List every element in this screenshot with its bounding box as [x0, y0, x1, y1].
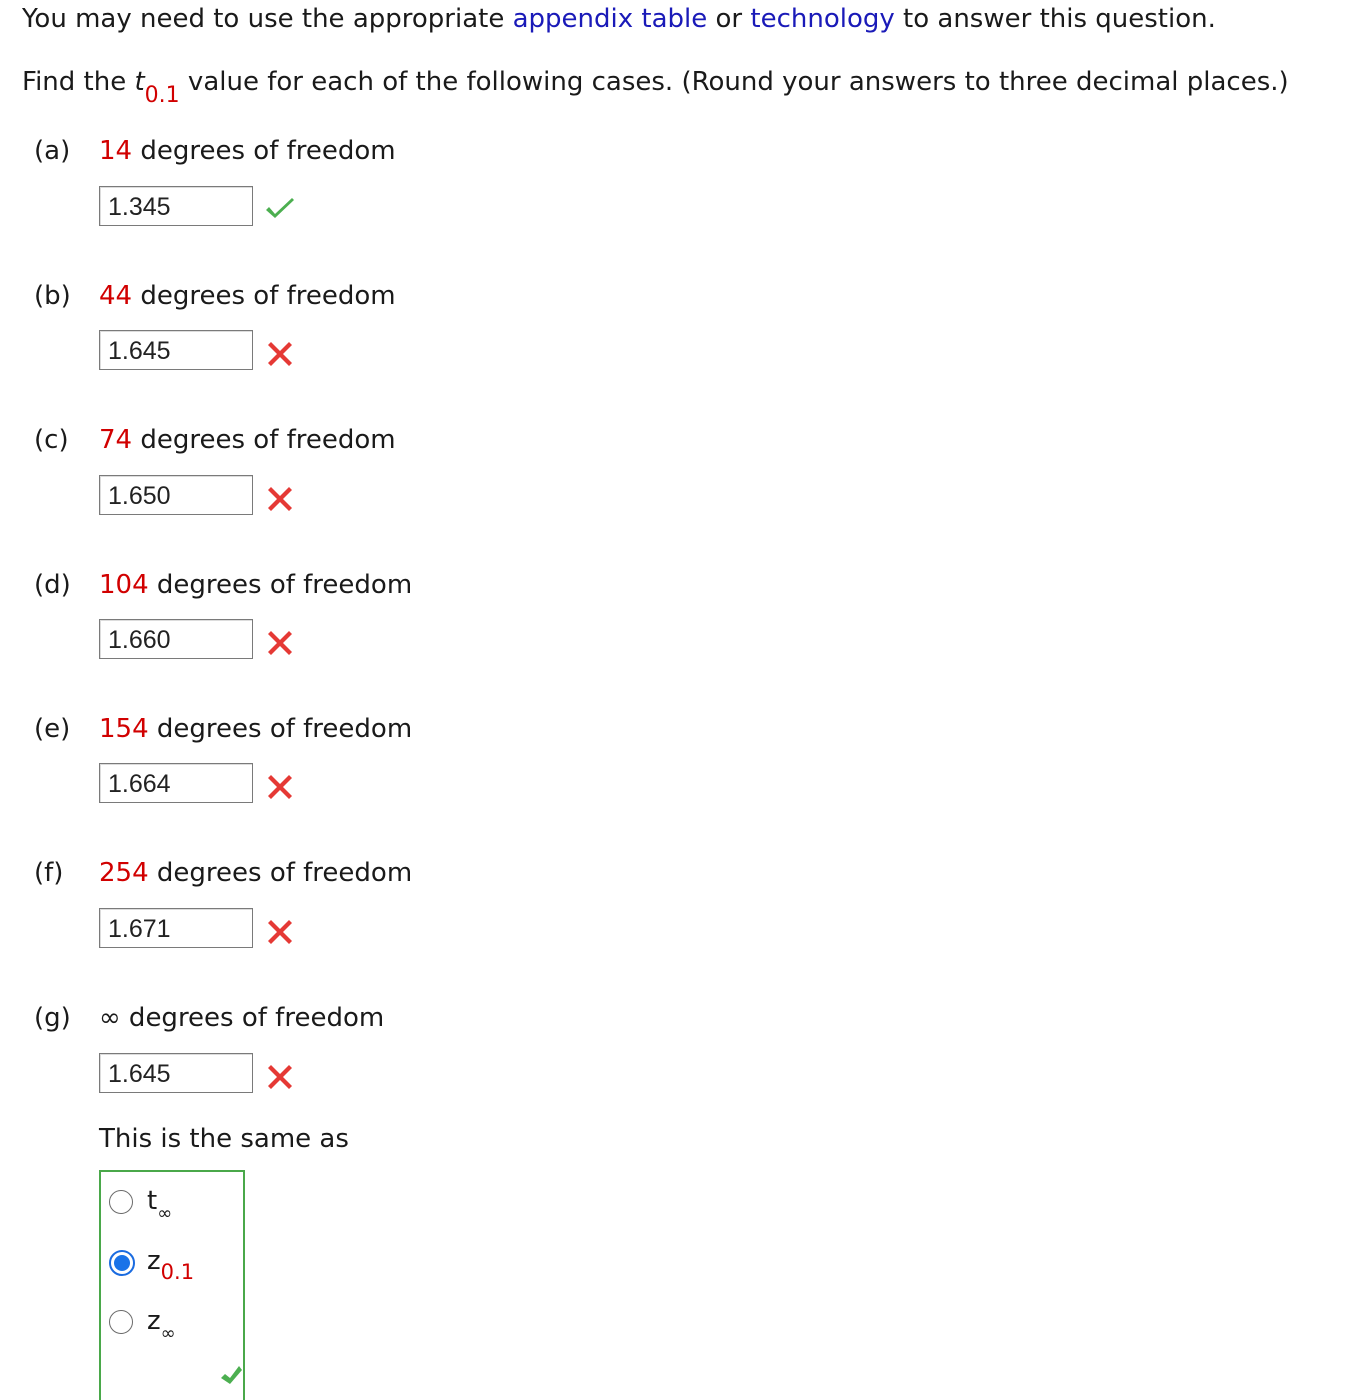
same-as-prompt: This is the same as [99, 1124, 349, 1154]
part-c-label: (c) [34, 425, 69, 455]
instructions-prefix: You may need to use the appropriate [22, 4, 513, 34]
part-f-question [99, 858, 412, 888]
instructions [22, 4, 1216, 34]
cross-icon [262, 769, 298, 805]
option-z-0-1-label[interactable] [147, 1246, 195, 1284]
part-d-answer-input[interactable]: 1.660 [99, 619, 253, 659]
question-prefix: Find the [22, 67, 135, 97]
option-t-infinity-label[interactable] [147, 1186, 173, 1224]
part-e-question [99, 714, 412, 744]
same-as-choice-group [99, 1170, 245, 1400]
part-b-question [99, 281, 396, 311]
option-z-inf-symbol: z [147, 1306, 161, 1336]
option-z-subscript: 0.1 [160, 1260, 195, 1284]
part-f-answer-input[interactable]: 1.671 [99, 908, 253, 948]
cross-icon [262, 625, 298, 661]
appendix-table-link[interactable]: appendix table [512, 4, 708, 34]
technology-link[interactable]: technology [750, 4, 895, 34]
option-z-symbol: z [147, 1246, 161, 1276]
instructions-suffix: to answer this question. [894, 4, 1216, 34]
part-a-df: 14 [99, 136, 133, 166]
cross-icon [262, 914, 298, 950]
part-c-answer-input[interactable]: 1.650 [99, 475, 253, 515]
option-z-inf-subscript: ∞ [160, 1323, 176, 1344]
instructions-middle: or [707, 4, 751, 34]
check-icon [219, 1364, 243, 1384]
cross-icon [262, 336, 298, 372]
part-a-label: (a) [34, 136, 71, 166]
part-b-df: 44 [99, 281, 133, 311]
part-g-answer-input[interactable]: 1.645 [99, 1053, 253, 1093]
option-z-infinity-label[interactable] [147, 1306, 176, 1344]
t-symbol: t [134, 67, 145, 97]
question-suffix: value for each of the following cases. (Round your answers to three decimal places.) [179, 67, 1289, 97]
option-t-symbol: t [147, 1186, 158, 1216]
cross-icon [262, 1059, 298, 1095]
radio-t-infinity[interactable] [109, 1190, 133, 1214]
part-a-text: degrees of freedom [132, 136, 396, 166]
part-e-answer-input[interactable]: 1.664 [99, 763, 253, 803]
part-f-text: degrees of freedom [148, 858, 413, 888]
part-g-df: ∞ [99, 1003, 121, 1033]
part-e-df: 154 [99, 714, 149, 744]
part-a-question [99, 136, 396, 166]
radio-z-infinity[interactable] [109, 1310, 133, 1334]
part-f-df: 254 [99, 858, 149, 888]
part-d-question [99, 570, 412, 600]
part-c-text: degrees of freedom [132, 425, 396, 455]
t-subscript: 0.1 [144, 83, 180, 108]
part-g-question [99, 1003, 384, 1033]
part-c-df: 74 [99, 425, 133, 455]
part-e-text: degrees of freedom [148, 714, 413, 744]
part-d-label: (d) [34, 570, 71, 600]
part-d-text: degrees of freedom [148, 570, 413, 600]
part-b-answer-input[interactable]: 1.645 [99, 330, 253, 370]
option-t-subscript: ∞ [157, 1203, 173, 1224]
part-a-answer-input[interactable]: 1.345 [99, 186, 253, 226]
part-b-text: degrees of freedom [132, 281, 396, 311]
part-g-label: (g) [34, 1003, 71, 1033]
check-icon [262, 192, 298, 228]
part-b-label: (b) [34, 281, 71, 311]
cross-icon [262, 481, 298, 517]
part-f-label: (f) [34, 858, 64, 888]
part-e-label: (e) [34, 714, 71, 744]
part-c-question [99, 425, 396, 455]
part-d-df: 104 [99, 570, 149, 600]
radio-z-0-1[interactable] [109, 1250, 135, 1276]
part-g-text: degrees of freedom [120, 1003, 385, 1033]
question-text [22, 67, 1289, 108]
